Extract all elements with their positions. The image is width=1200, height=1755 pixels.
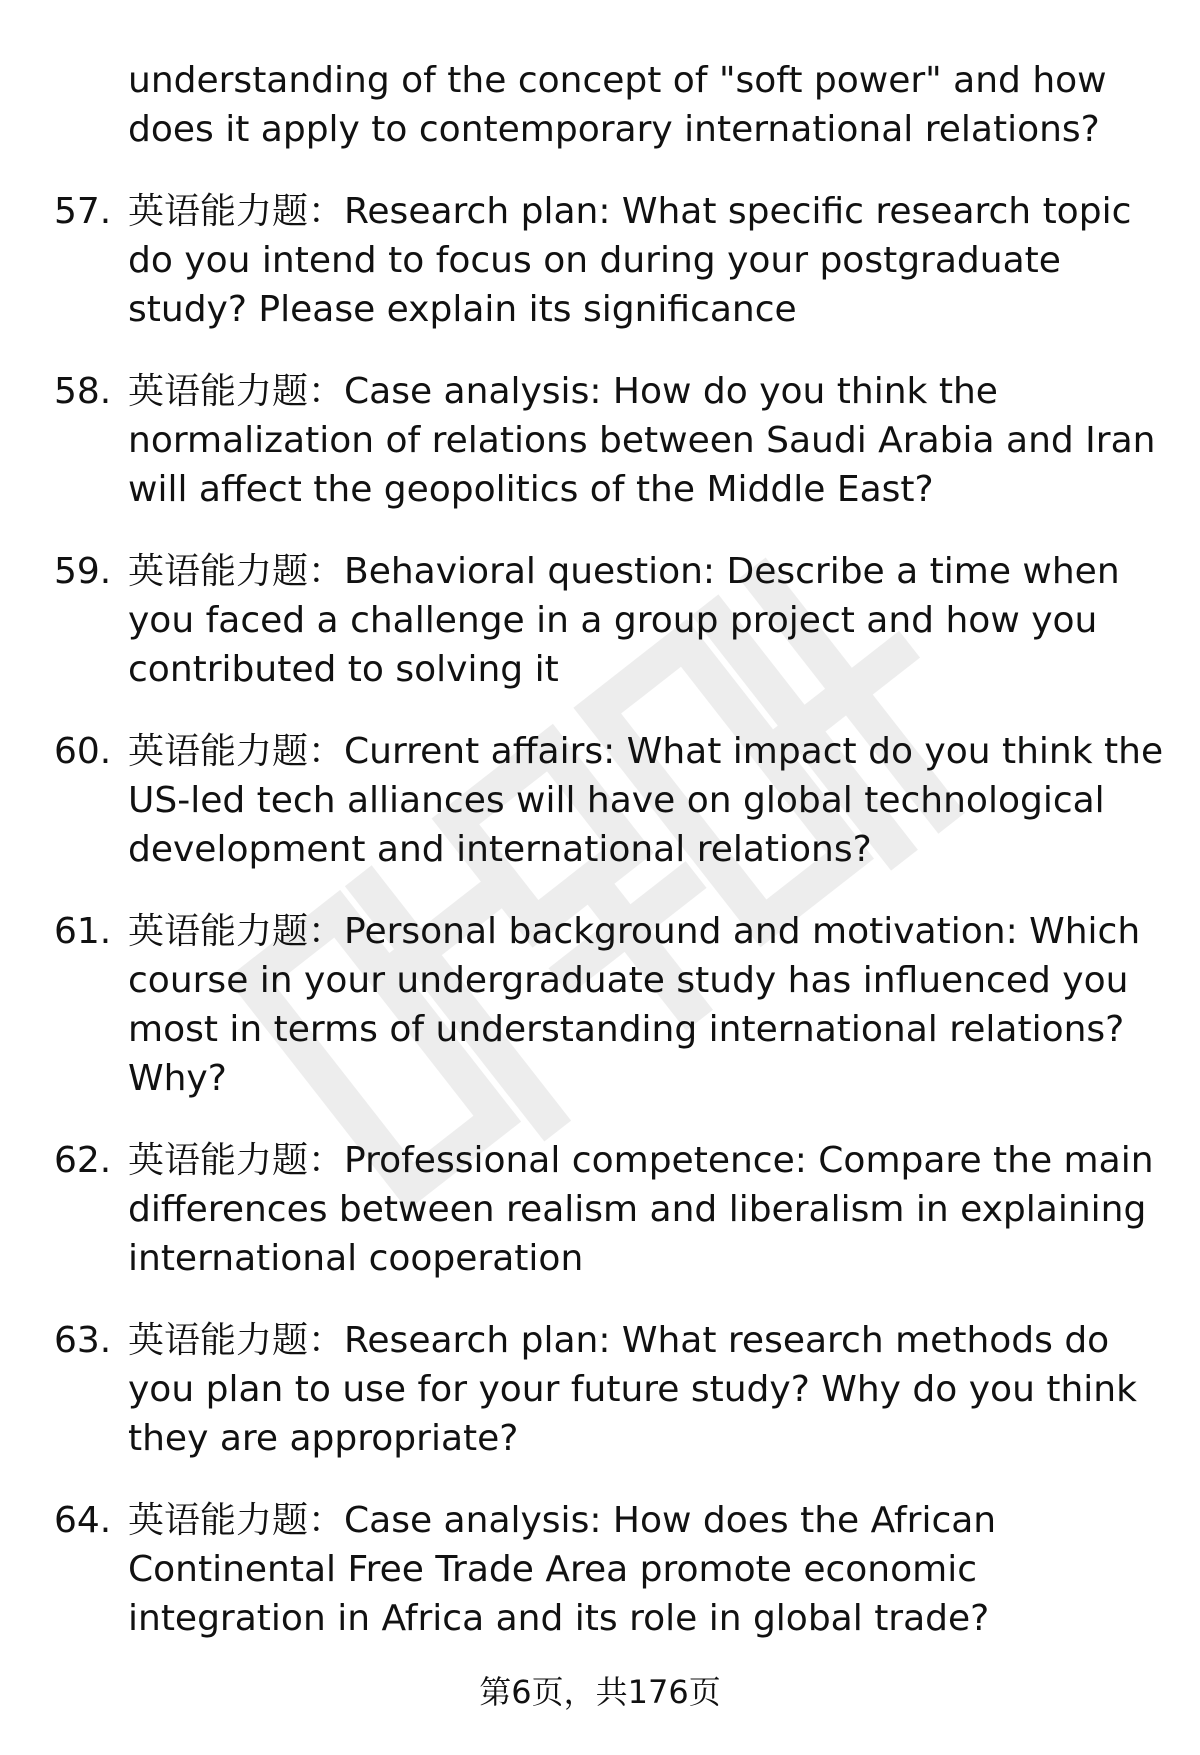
question-item: [54, 727, 1164, 874]
question-category: 英语能力题：: [128, 371, 345, 412]
question-text: Research plan: What research methods do you plan to use for your future study? Why do you think they are appropriate?: [128, 1320, 1137, 1459]
question-item: [54, 1136, 1164, 1283]
question-number: 59.: [54, 551, 112, 592]
question-number: 60.: [54, 731, 112, 772]
question-item: [54, 1496, 1164, 1643]
question-item: [54, 1316, 1164, 1463]
question-text: Personal background and motivation: Which course in your undergraduate study has influenced you most in terms of understanding international relations? Why?: [128, 911, 1141, 1099]
question-category: 英语能力题：: [128, 191, 345, 232]
question-category: 英语能力题：: [128, 1320, 345, 1361]
question-category: 英语能力题：: [128, 1500, 345, 1541]
question-category: 英语能力题：: [128, 551, 345, 592]
question-number: 64.: [54, 1500, 112, 1541]
question-number: 57.: [54, 191, 112, 232]
question-category: 英语能力题：: [128, 1140, 345, 1181]
continued-question-text: understanding of the concept of "soft power" and how does it apply to contemporary international relations?: [128, 60, 1107, 150]
question-number: 61.: [54, 911, 112, 952]
question-item: [54, 907, 1164, 1103]
question-text: Research plan: What specific research topic do you intend to focus on during your postgraduate study? Please explain its significance: [128, 191, 1132, 330]
question-item: [54, 187, 1164, 334]
question-number: 63.: [54, 1320, 112, 1361]
question-category: 英语能力题：: [128, 911, 345, 952]
question-text: Case analysis: How does the African Continental Free Trade Area promote economic integration in Africa and its role in global trade?: [128, 1500, 997, 1639]
question-text: Case analysis: How do you think the normalization of relations between Saudi Arabia and Iran will affect the geopolitics of the Middle East?: [128, 371, 1156, 510]
question-item: [54, 547, 1164, 694]
question-item: [54, 367, 1164, 514]
question-number: 62.: [54, 1140, 112, 1181]
question-category: 英语能力题：: [128, 731, 345, 772]
question-list: [54, 56, 1164, 1643]
question-text: Current affairs: What impact do you think the US-led tech alliances will have on global technological development and international relations?: [128, 731, 1164, 870]
question-text: Professional competence: Compare the main differences between realism and liberalism in explaining international cooperation: [128, 1140, 1154, 1279]
question-text: Behavioral question: Describe a time when you faced a challenge in a group project and how you contributed to solving it: [128, 551, 1120, 690]
page-footer: 第6页，共176页: [479, 1673, 721, 1711]
question-number: 58.: [54, 371, 112, 412]
